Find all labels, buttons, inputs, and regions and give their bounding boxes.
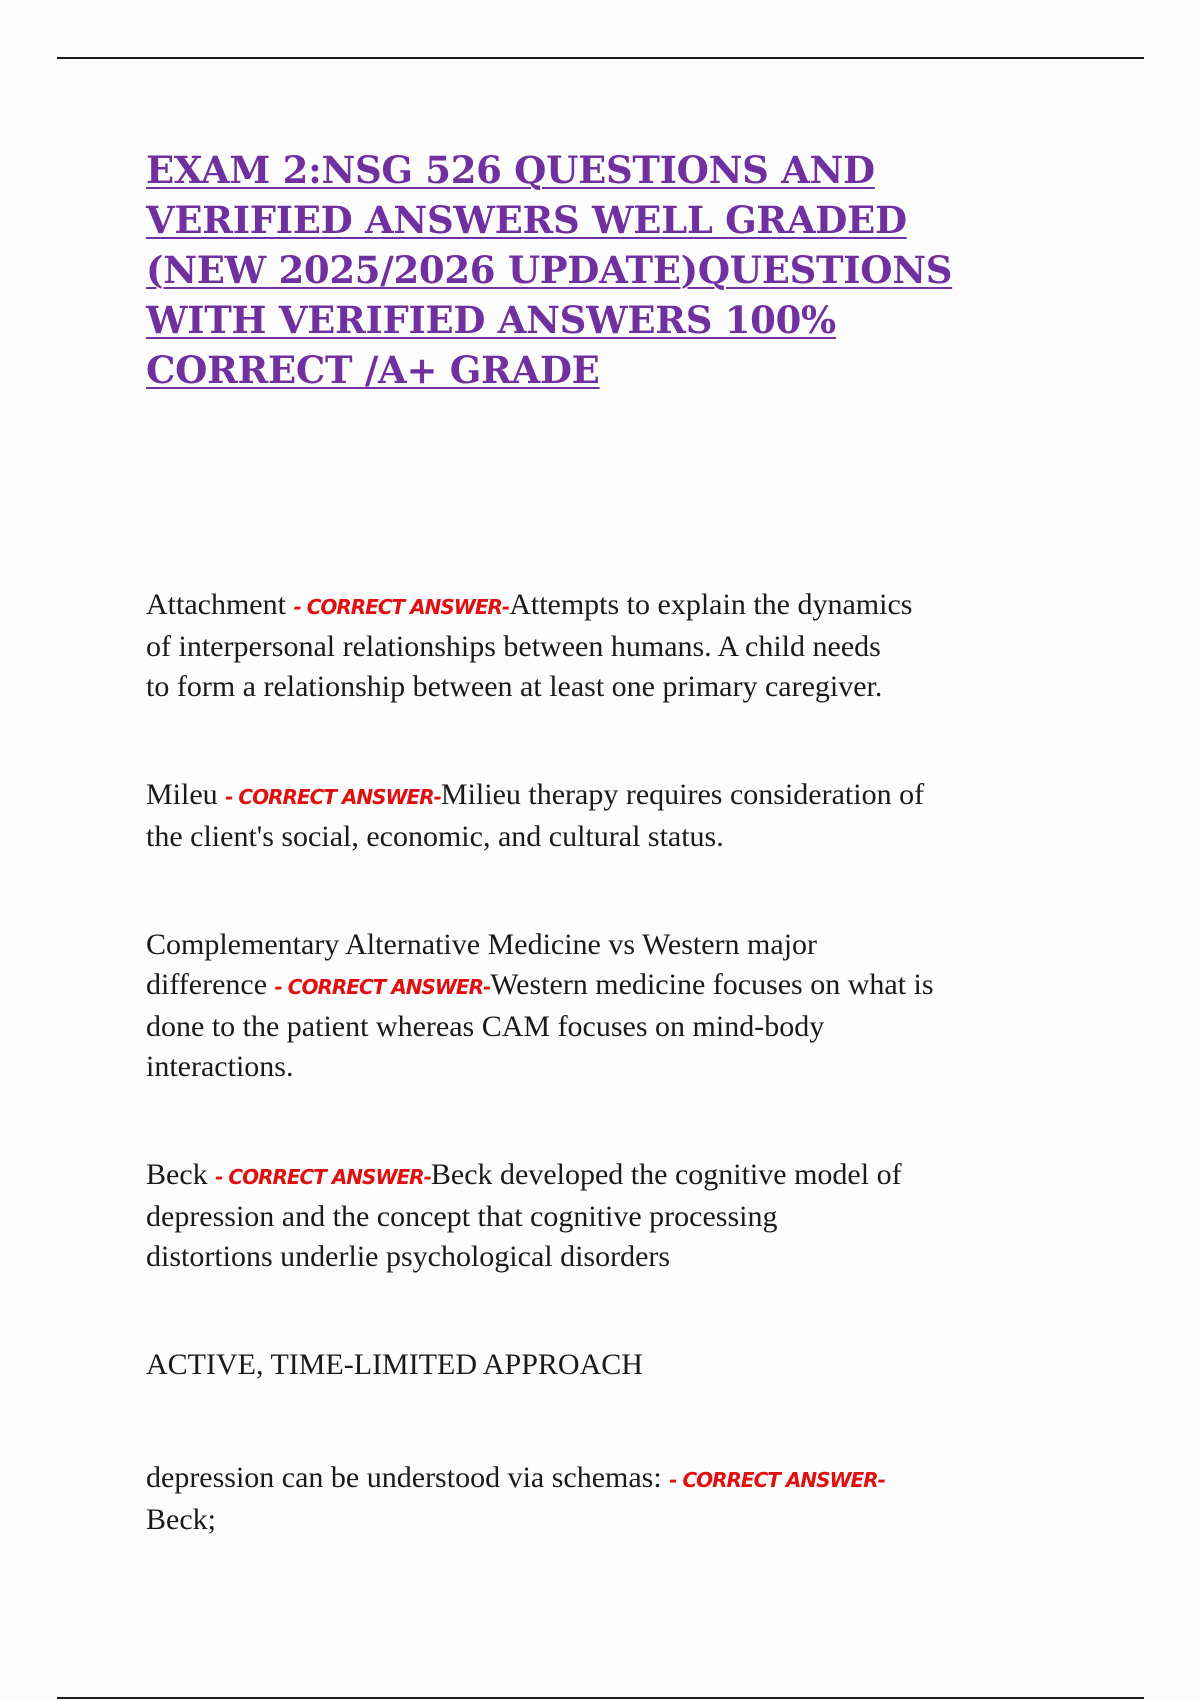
qa-term: Attachment [146,588,286,621]
qa-entry-attachment [146,585,1066,707]
qa-answer-line: to form a relationship between at least one primary caregiver. [146,670,883,703]
qa-answer-line: of interpersonal relationships between humans. A child needs [146,630,881,663]
title-line: CORRECT /A+ GRADE [146,348,600,392]
qa-term: Beck [146,1158,208,1191]
qa-line [146,965,1066,1007]
qa-answer: Milieu therapy requires consideration of [440,778,925,811]
qa-term-line: Complementary Alternative Medicine vs Western major [146,928,818,961]
document-title [146,145,1046,395]
qa-answer-line: depression and the concept that cognitive processing [146,1200,778,1233]
qa-term: Mileu [146,778,218,811]
bottom-rule [57,1697,1144,1699]
qa-answer-line: interactions. [146,1050,294,1083]
correct-answer-marker: - CORRECT ANSWER- [225,785,441,809]
qa-line [146,585,1066,627]
qa-term: depression can be understood via schemas: [146,1461,662,1494]
qa-answer: Beck developed the cognitive model of [430,1158,902,1191]
qa-answer-line: distortions underlie psychological disorders [146,1240,671,1273]
qa-line [146,1155,1066,1197]
qa-term: difference [146,968,268,1001]
qa-answer-line: Beck; [146,1503,216,1536]
qa-answer: Western medicine focuses on what is [490,968,934,1001]
qa-answer-line: the client's social, economic, and cultural status. [146,820,724,853]
qa-entry-schemas [146,1458,1066,1540]
qa-entry-beck [146,1155,1066,1277]
title-line: (NEW 2025/2026 UPDATE)QUESTIONS [146,248,953,292]
qa-entry-mileu [146,775,1066,857]
title-line: WITH VERIFIED ANSWERS 100% [146,298,836,342]
qa-line [146,775,1066,817]
qa-entry-cam [146,925,1066,1087]
qa-line [146,1458,1066,1500]
title-line: VERIFIED ANSWERS WELL GRADED [146,198,907,242]
correct-answer-marker: - CORRECT ANSWER- [669,1468,885,1492]
title-line: EXAM 2:NSG 526 QUESTIONS AND [146,148,875,192]
correct-answer-marker: - CORRECT ANSWER- [293,595,510,619]
top-rule [57,57,1144,59]
correct-answer-marker: - CORRECT ANSWER- [215,1165,431,1189]
correct-answer-marker: - CORRECT ANSWER- [274,975,491,999]
qa-answer-line: done to the patient whereas CAM focuses on mind-body [146,1010,825,1043]
qa-heading-active-approach [146,1345,1066,1385]
qa-text: ACTIVE, TIME-LIMITED APPROACH [146,1348,643,1381]
qa-answer: Attempts to explain the dynamics [509,588,913,621]
